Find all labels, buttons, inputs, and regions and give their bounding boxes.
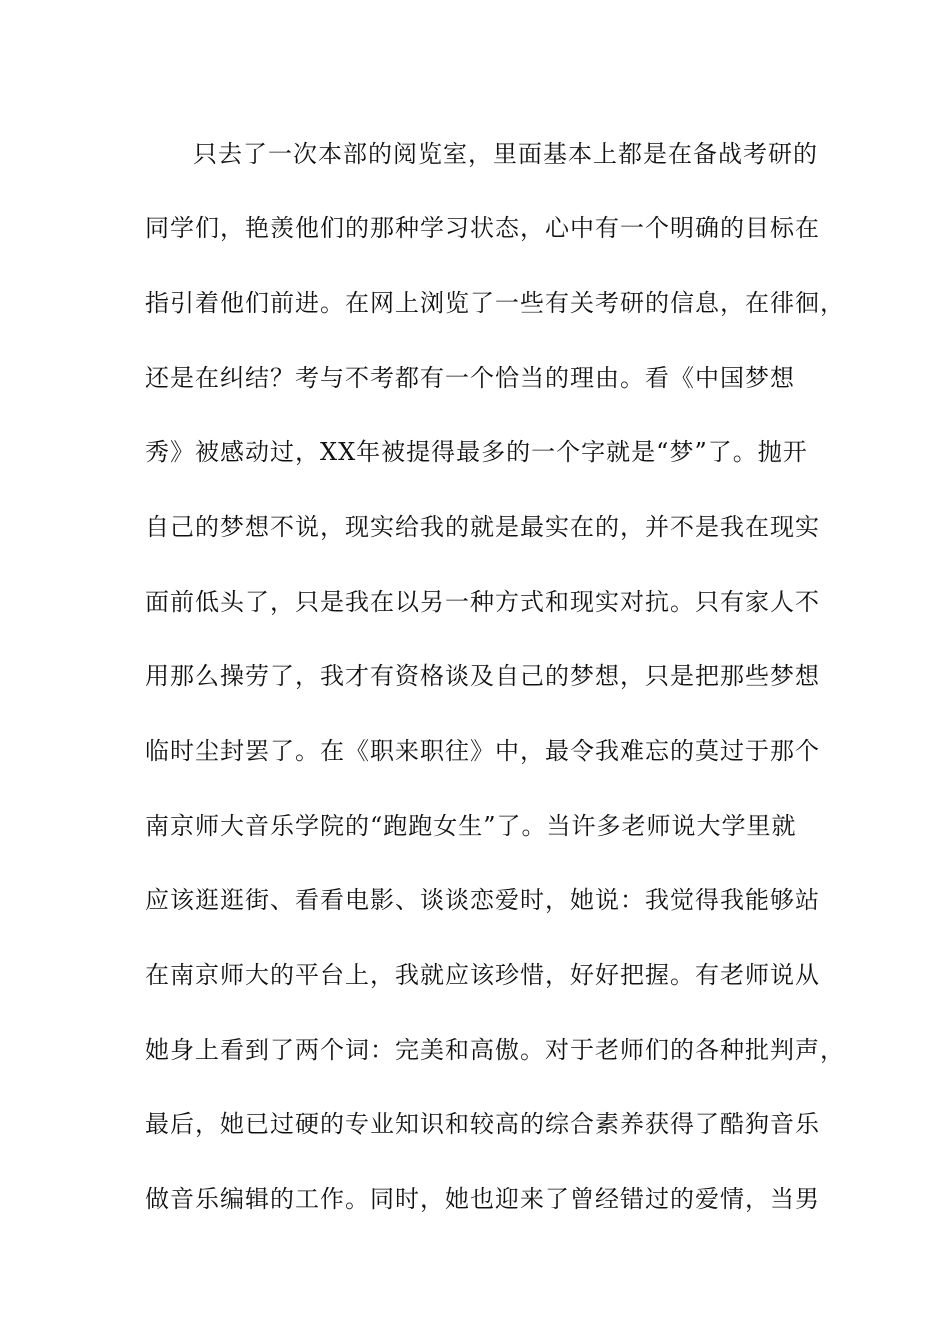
paragraph-line-11: 应该逛逛街、看看电影、谈谈恋爱时，她说：我觉得我能够站 <box>145 886 820 914</box>
paragraph-line-2: 同学们，艳羡他们的那种学习状态，心中有一个明确的目标在 <box>145 214 820 242</box>
paragraph-line-9: 临时尘封罢了。在《职来职往》中，最令我难忘的莫过于那个 <box>145 737 820 765</box>
paragraph-line-12: 在南京师大的平台上，我就应该珍惜，好好把握。有老师说从 <box>145 961 820 989</box>
paragraph-line-3: 指引着他们前进。在网上浏览了一些有关考研的信息，在徘徊， <box>145 289 845 317</box>
paragraph-line-10: 南京师大音乐学院的“跑跑女生”了。当许多老师说大学里就 <box>145 812 797 840</box>
paragraph-line-15: 做音乐编辑的工作。同时，她也迎来了曾经错过的爱情，当男 <box>145 1185 820 1213</box>
paragraph-line-4: 还是在纠结？考与不考都有一个恰当的理由。看《中国梦想 <box>145 364 795 392</box>
paragraph-line-8: 用那么操劳了，我才有资格谈及自己的梦想，只是把那些梦想 <box>145 662 820 690</box>
paragraph-line-7: 面前低头了，只是我在以另一种方式和现实对抗。只有家人不 <box>145 588 820 616</box>
paragraph-line-6: 自己的梦想不说，现实给我的就是最实在的，并不是我在现实 <box>145 513 820 541</box>
paragraph-line-13: 她身上看到了两个词：完美和高傲。对于老师们的各种批判声， <box>145 1036 845 1064</box>
paragraph-line-1: 只去了一次本部的阅览室，里面基本上都是在备战考研的 <box>193 140 818 168</box>
paragraph-line-5: 秀》被感动过，XX年被提得最多的一个字就是“梦”了。抛开 <box>145 438 808 466</box>
paragraph-line-14: 最后，她已过硬的专业知识和较高的综合素养获得了酷狗音乐 <box>145 1110 820 1138</box>
